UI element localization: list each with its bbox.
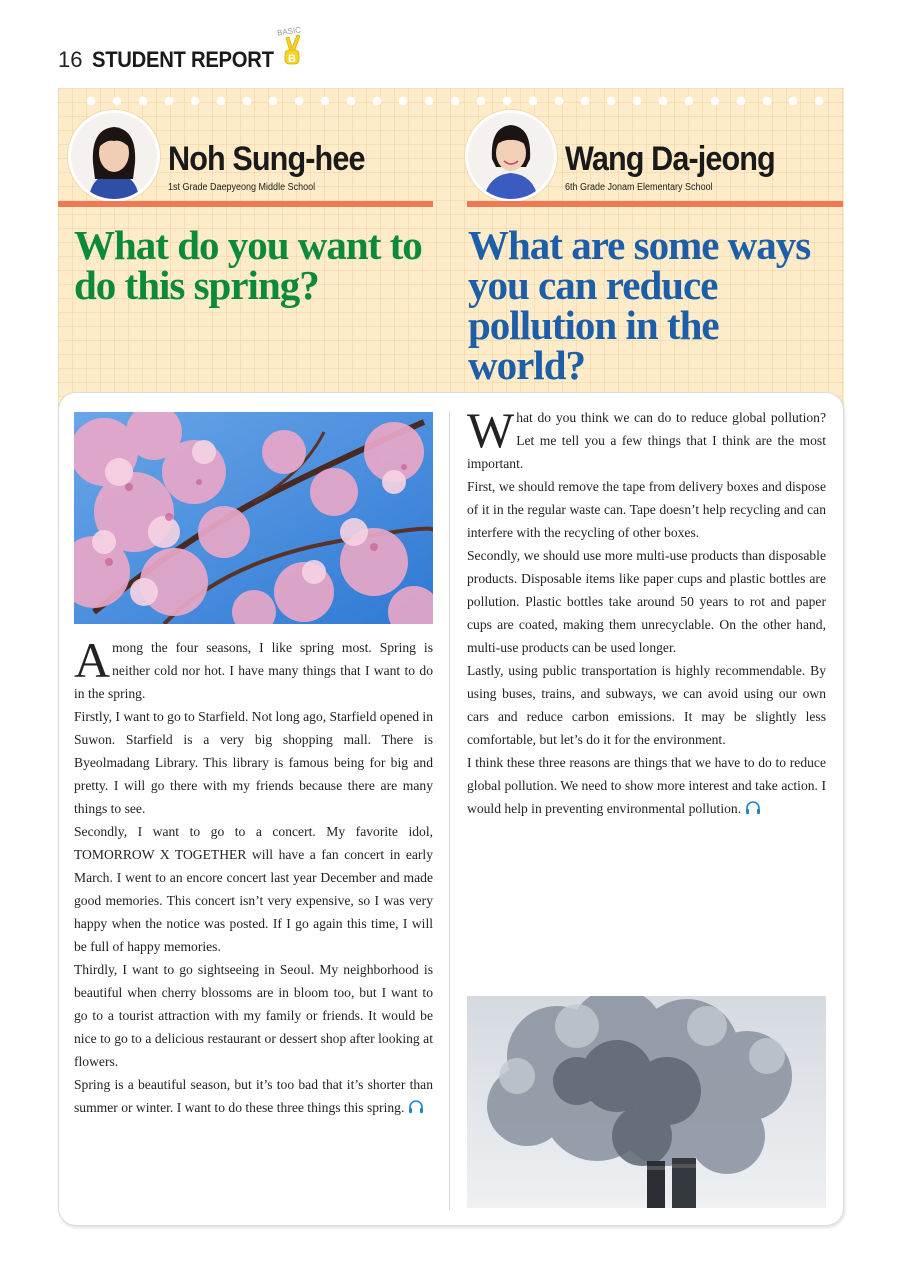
article-paragraph xyxy=(467,751,826,820)
article-paragraph xyxy=(74,1073,433,1119)
article-paragraph: Secondly, we should use more multi-use products than disposable products. Disposable items like paper cups and plastic bottles are pollution. Plastic bottles take around 50 years to rot and paper cups are coated, making them unrecyclable. On the other hand, multi-use products can be used longer. xyxy=(467,548,826,655)
paragraph-text: I think these three reasons are things that we have to do to reduce global pollution. We need to show more interest and take action. I would help in preventing environmental pollution. xyxy=(467,755,826,816)
article-paragraph: Lastly, using public transportation is highly recommendable. By using buses, trains, and subways, we can avoid using our own cars and reduce carbon emissions. It may be slightly less comfortable, but let’s do it for the environment. xyxy=(467,663,826,747)
level-letter: B xyxy=(288,53,296,65)
article-paragraph: Firstly, I want to go to Starfield. Not long ago, Starfield opened in Suwon. Starfield is a very big shopping mall. There is Byeolmadang Library. This library is famous being for big and pretty. I will go there with my friends because there are many things to see. xyxy=(74,709,433,816)
article-paragraph: Secondly, I want to go to a concert. My favorite idol, TOMORROW X TOGETHER will have a fan concert in early March. I went to an encore concert last year December and made good memories. This concert isn’t very expensive, so I was very happy when the notice was posted. If I go again this time, I will be full of happy memories. xyxy=(74,824,433,954)
right-author xyxy=(465,110,845,200)
left-question-title: What do you want to do this spring? xyxy=(74,222,422,308)
author-school: 6th Grade Jonam Elementary School xyxy=(565,182,713,193)
drop-cap: A xyxy=(74,632,111,688)
avatar xyxy=(68,110,160,202)
paragraph-text: Spring is a beautiful season, but it’s too bad that it’s shorter than summer or winter. I want to do these three things this spring. xyxy=(74,1077,433,1115)
page-header xyxy=(58,25,302,78)
article-paragraph: First, we should remove the tape from delivery boxes and dispose of it in the regular waste can. Tape doesn’t help recycling and can interfere with the recycling of other boxes. xyxy=(467,479,826,540)
tape-dots xyxy=(78,96,824,106)
student-portrait-icon xyxy=(71,113,157,199)
article-paragraph xyxy=(467,402,826,475)
article-paragraph xyxy=(74,632,433,705)
paragraph-text: mong the four seasons, I like spring most. Spring is neither cold nor hot. I have many things that I want to do in the spring. xyxy=(74,640,433,701)
smokestack-pollution-photo xyxy=(467,996,826,1208)
basic-badge-label: BASIC xyxy=(276,25,302,38)
student-portrait-icon xyxy=(468,113,554,199)
headphones-icon xyxy=(408,1100,424,1113)
headphones-icon xyxy=(745,801,761,814)
right-article xyxy=(467,402,826,820)
avatar xyxy=(465,110,557,202)
basic-level-badge xyxy=(276,25,307,68)
section-title: STUDENT REPORT xyxy=(92,47,275,72)
left-article xyxy=(74,632,433,1119)
page-number: 16 xyxy=(58,47,83,72)
article-paragraph: Thirdly, I want to go sightseeing in Seoul. My neighborhood is beautiful when cherry blossoms are in bloom too, but I want to go to a tourist attraction with my family or friends. It would be nice to go to a delicious restaurant or dessert shop after looking at flowers. xyxy=(74,962,433,1069)
paragraph-text: hat do you think we can do to reduce global pollution? Let me tell you a few things that I think are the most important. xyxy=(467,410,826,471)
left-author xyxy=(68,110,448,200)
author-school: 1st Grade Daepyeong Middle School xyxy=(168,182,316,193)
column-divider xyxy=(449,412,450,1210)
author-name: Wang Da-jeong xyxy=(565,140,775,178)
author-name: Noh Sung-hee xyxy=(168,140,365,178)
right-question-title: What are some ways you can reduce pollution in the world? xyxy=(468,222,811,388)
right-divider-rule xyxy=(467,201,843,207)
cherry-blossom-photo xyxy=(74,412,433,624)
drop-cap: W xyxy=(467,402,515,458)
left-divider-rule xyxy=(58,201,433,207)
